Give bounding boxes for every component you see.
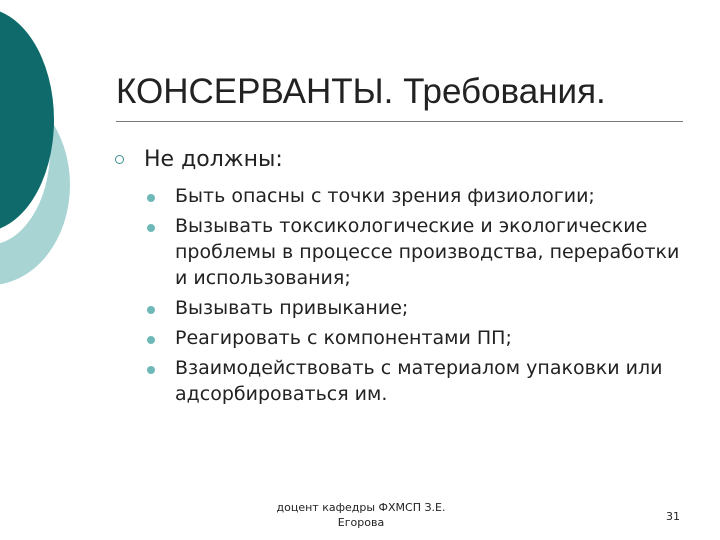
list-item [147,213,687,291]
circle-bullet-icon [115,155,124,164]
page-number: 31 [666,510,680,523]
bullet-dot-icon [147,224,155,232]
list-item [147,355,687,407]
requirements-list [147,183,687,411]
level1-item [115,147,283,172]
footer-author [236,500,486,530]
title-divider [116,121,683,122]
slide-title: КОНСЕРВАНТЫ. Требования. [116,72,606,111]
bullet-dot-icon [147,306,155,314]
bullet-dot-icon [147,336,155,344]
footer-line-1: доцент кафедры ФХМСП З.Е. [276,501,446,514]
list-item-text: Вызывать токсикологические и экологические проблемы в процессе производства, переработки и использования; [175,215,680,289]
corner-decoration [0,0,120,300]
list-item [147,325,687,351]
list-item-text: Взаимодействовать с материалом упаковки или адсорбироваться им. [175,357,663,405]
list-item [147,183,687,209]
list-item-text: Вызывать привыкание; [175,297,409,319]
list-item-text: Реагировать с компонентами ПП; [175,327,512,349]
bullet-dot-icon [147,366,155,374]
list-item-text: Быть опасны с точки зрения физиологии; [175,185,595,207]
list-item [147,295,687,321]
footer-line-2: Егорова [337,516,385,529]
level1-text: Не должны: [144,147,283,172]
bullet-dot-icon [147,194,155,202]
